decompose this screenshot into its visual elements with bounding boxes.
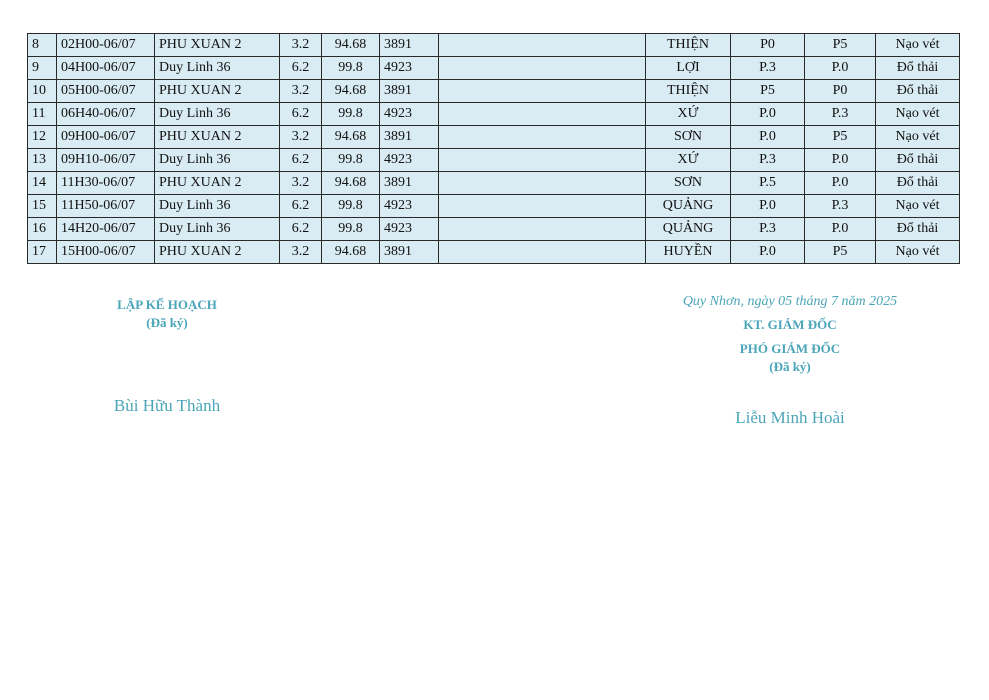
row-blank [439, 218, 646, 241]
row-time: 05H00-06/07 [57, 80, 155, 103]
row-index: 14 [28, 172, 57, 195]
row-action: Nạo vét [876, 195, 960, 218]
row-draft: 3.2 [280, 126, 322, 149]
row-loa: 94.68 [322, 126, 380, 149]
row-blank [439, 172, 646, 195]
row-draft: 3.2 [280, 172, 322, 195]
row-ship: PHU XUAN 2 [155, 241, 280, 264]
row-index: 15 [28, 195, 57, 218]
row-draft: 6.2 [280, 103, 322, 126]
planner-signed-note: (Đã ký) [146, 315, 188, 330]
director-signed-note: (Đã ký) [769, 359, 811, 374]
row-from: P.0 [731, 241, 805, 264]
row-time: 09H00-06/07 [57, 126, 155, 149]
row-index: 13 [28, 149, 57, 172]
row-grt: 4923 [380, 195, 439, 218]
row-ship: PHU XUAN 2 [155, 80, 280, 103]
table-row [28, 57, 960, 80]
row-loa: 94.68 [322, 80, 380, 103]
row-pilot: XỨ [646, 103, 731, 126]
row-from: P.0 [731, 195, 805, 218]
row-loa: 99.8 [322, 218, 380, 241]
row-action: Đổ thải [876, 80, 960, 103]
row-draft: 3.2 [280, 241, 322, 264]
row-loa: 94.68 [322, 172, 380, 195]
planner-name: Bùi Hữu Thành [113, 396, 221, 415]
director-name: Liễu Minh Hoài [735, 408, 845, 427]
row-action: Đổ thải [876, 57, 960, 80]
row-draft: 3.2 [280, 80, 322, 103]
row-time: 15H00-06/07 [57, 241, 155, 264]
row-grt: 3891 [380, 34, 439, 57]
row-draft: 6.2 [280, 149, 322, 172]
row-pilot: LỢI [646, 57, 731, 80]
row-action: Đổ thải [876, 149, 960, 172]
row-action: Nạo vét [876, 34, 960, 57]
row-blank [439, 149, 646, 172]
row-index: 16 [28, 218, 57, 241]
row-pilot: SƠN [646, 126, 731, 149]
row-from: P.3 [731, 218, 805, 241]
row-loa: 99.8 [322, 149, 380, 172]
row-pilot: QUẢNG [646, 218, 731, 241]
row-ship: Duy Linh 36 [155, 149, 280, 172]
row-blank [439, 241, 646, 264]
table-row [28, 149, 960, 172]
row-time: 14H20-06/07 [57, 218, 155, 241]
row-index: 17 [28, 241, 57, 264]
row-action: Nạo vét [876, 241, 960, 264]
row-to: P.0 [805, 149, 876, 172]
row-ship: PHU XUAN 2 [155, 172, 280, 195]
pilot-schedule-table [27, 33, 960, 264]
row-time: 11H30-06/07 [57, 172, 155, 195]
row-draft: 6.2 [280, 57, 322, 80]
row-time: 04H00-06/07 [57, 57, 155, 80]
row-grt: 3891 [380, 80, 439, 103]
row-from: P.3 [731, 149, 805, 172]
row-draft: 6.2 [280, 218, 322, 241]
row-time: 11H50-06/07 [57, 195, 155, 218]
table-row [28, 103, 960, 126]
table-row [28, 80, 960, 103]
row-to: P5 [805, 241, 876, 264]
row-ship: Duy Linh 36 [155, 218, 280, 241]
row-from: P.0 [731, 103, 805, 126]
row-to: P.0 [805, 218, 876, 241]
row-blank [439, 126, 646, 149]
row-pilot: QUẢNG [646, 195, 731, 218]
row-ship: Duy Linh 36 [155, 103, 280, 126]
row-grt: 4923 [380, 218, 439, 241]
table-row [28, 218, 960, 241]
table-row [28, 241, 960, 264]
row-blank [439, 80, 646, 103]
row-index: 8 [28, 34, 57, 57]
row-grt: 4923 [380, 57, 439, 80]
row-loa: 99.8 [322, 57, 380, 80]
row-loa: 99.8 [322, 195, 380, 218]
row-ship: Duy Linh 36 [155, 57, 280, 80]
row-action: Đổ thải [876, 172, 960, 195]
row-grt: 3891 [380, 126, 439, 149]
row-to: P5 [805, 126, 876, 149]
row-blank [439, 103, 646, 126]
director-signature-block [660, 292, 920, 376]
planner-title: LẬP KẾ HOẠCH [117, 297, 217, 312]
row-from: P0 [731, 34, 805, 57]
row-action: Nạo vét [876, 126, 960, 149]
row-action: Đổ thải [876, 218, 960, 241]
row-draft: 3.2 [280, 34, 322, 57]
table-body [28, 34, 960, 264]
row-index: 9 [28, 57, 57, 80]
row-loa: 99.8 [322, 103, 380, 126]
row-pilot: THIỆN [646, 34, 731, 57]
row-index: 12 [28, 126, 57, 149]
table-row [28, 34, 960, 57]
row-blank [439, 57, 646, 80]
row-to: P.0 [805, 57, 876, 80]
row-to: P.0 [805, 172, 876, 195]
row-ship: PHU XUAN 2 [155, 34, 280, 57]
row-to: P.3 [805, 195, 876, 218]
row-ship: Duy Linh 36 [155, 195, 280, 218]
row-pilot: XỨ [646, 149, 731, 172]
row-to: P.3 [805, 103, 876, 126]
row-from: P5 [731, 80, 805, 103]
row-from: P.3 [731, 57, 805, 80]
planner-signature-block [97, 296, 237, 332]
row-to: P5 [805, 34, 876, 57]
row-time: 02H00-06/07 [57, 34, 155, 57]
director-title-1: KT. GIÁM ĐỐC [743, 317, 837, 332]
table-row [28, 126, 960, 149]
row-pilot: THIỆN [646, 80, 731, 103]
row-index: 11 [28, 103, 57, 126]
row-from: P.5 [731, 172, 805, 195]
row-loa: 94.68 [322, 241, 380, 264]
row-grt: 4923 [380, 149, 439, 172]
row-blank [439, 34, 646, 57]
row-time: 09H10-06/07 [57, 149, 155, 172]
table-row [28, 195, 960, 218]
row-from: P.0 [731, 126, 805, 149]
row-loa: 94.68 [322, 34, 380, 57]
director-title-2: PHÓ GIÁM ĐỐC [739, 341, 841, 356]
row-time: 06H40-06/07 [57, 103, 155, 126]
row-pilot: HUYỀN [646, 241, 731, 264]
row-grt: 4923 [380, 103, 439, 126]
row-action: Nạo vét [876, 103, 960, 126]
table-row [28, 172, 960, 195]
row-ship: PHU XUAN 2 [155, 126, 280, 149]
row-to: P0 [805, 80, 876, 103]
row-blank [439, 195, 646, 218]
place-date: Quy Nhơn, ngày 05 tháng 7 năm 2025 [682, 294, 898, 309]
row-draft: 6.2 [280, 195, 322, 218]
row-grt: 3891 [380, 172, 439, 195]
row-grt: 3891 [380, 241, 439, 264]
row-pilot: SƠN [646, 172, 731, 195]
row-index: 10 [28, 80, 57, 103]
